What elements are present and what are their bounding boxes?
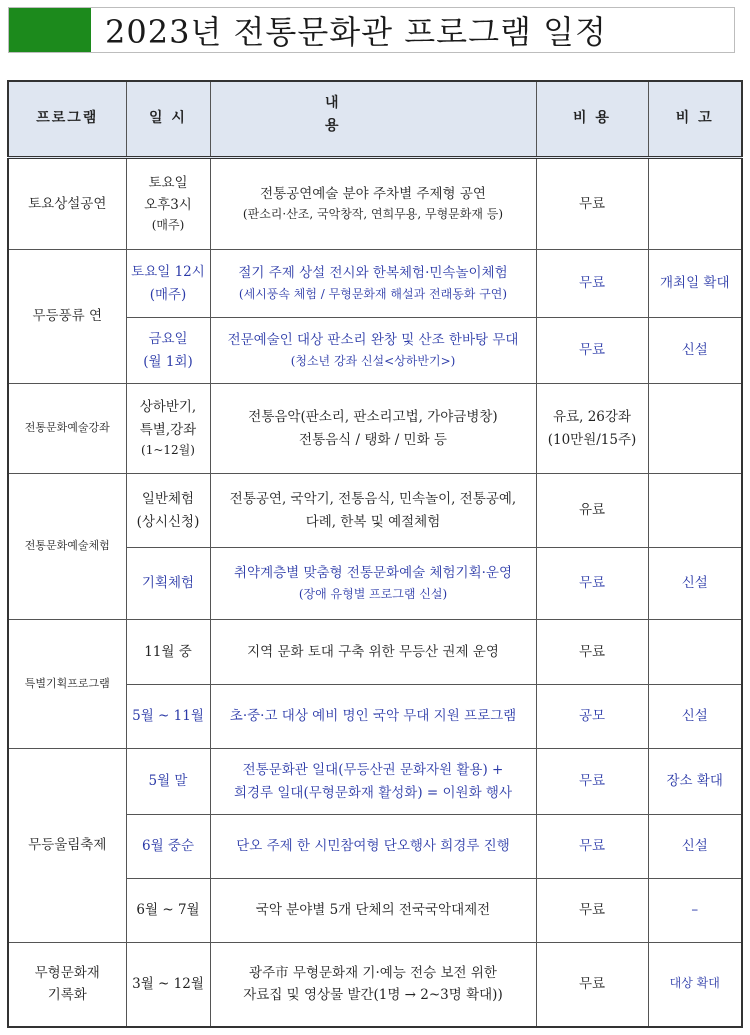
note-cell [648,620,742,685]
cost-cell: 무료 [536,548,648,620]
date-cell: 토요일 12시 (매주) [126,250,210,318]
header-note: 비 고 [648,81,742,158]
content-cell: 초·중·고 대상 예비 명인 국악 무대 지원 프로그램 [210,685,536,749]
date-cell: 토요일 오후3시 (매주) [126,158,210,250]
date-cell: 상하반기, 특별,강좌 (1~12월) [126,384,210,474]
header-content: 내 용 [210,81,536,158]
date-cell: 기획체험 [126,548,210,620]
cost-cell: 무료 [536,158,648,250]
content-cell: 지역 문화 토대 구축 위한 무등산 권제 운영 [210,620,536,685]
content-cell: 전통문화관 일대(무등산권 문화자원 활용) + 희경루 일대(무형문화재 활성화) = 이원화 행사 [210,749,536,815]
cost-cell: 무료 [536,318,648,384]
content-cell: 단오 주제 한 시민참여형 단오행사 희경루 진행 [210,815,536,879]
program-cell: 특별기획프로그램 [8,620,126,749]
cost-cell: 무료 [536,620,648,685]
content-cell: 절기 주제 상설 전시와 한복체험·민속놀이체험 (세시풍속 체험 / 무형문화재 해설과 전래동화 구연) [210,250,536,318]
date-cell: 6월 중순 [126,815,210,879]
table-row [8,620,742,685]
note-cell: 신설 [648,318,742,384]
table-row [8,250,742,318]
cost-cell: 무료 [536,815,648,879]
header-row [8,81,742,158]
content-cell: 전통공연예술 분야 주차별 주제형 공연 (판소리·산조, 국악창작, 연희무용, 무형문화재 등) [210,158,536,250]
note-cell [648,474,742,548]
date-cell: 6월 ~ 7월 [126,879,210,943]
content-cell: 전문예술인 대상 판소리 완창 및 산조 한바탕 무대 (청소년 강좌 신설<상하반기>) [210,318,536,384]
cost-cell: 무료 [536,943,648,1027]
program-cell: 무등울림축제 [8,749,126,943]
note-cell: – [648,879,742,943]
cost-cell: 무료 [536,879,648,943]
title-bar [8,7,735,53]
table-row [8,749,742,815]
note-cell: 장소 확대 [648,749,742,815]
cost-cell: 유료, 26강좌 (10만원/15주) [536,384,648,474]
program-cell: 무등풍류 연 [8,250,126,384]
note-cell: 신설 [648,815,742,879]
header-program: 프로그램 [8,81,126,158]
header-date: 일 시 [126,81,210,158]
program-cell: 토요상설공연 [8,158,126,250]
cost-cell: 유료 [536,474,648,548]
program-cell: 무형문화재 기록화 [8,943,126,1027]
date-cell: 일반체험 (상시신청) [126,474,210,548]
content-cell: 전통음악(판소리, 판소리고법, 가야금병창) 전통음식 / 탱화 / 민화 등 [210,384,536,474]
page-title: 2023년 전통문화관 프로그램 일정 [105,13,607,51]
content-cell: 전통공연, 국악기, 전통음식, 민속놀이, 전통공예, 다례, 한복 및 예절체험 [210,474,536,548]
date-cell: 5월 말 [126,749,210,815]
table-row [8,384,742,474]
content-cell: 취약계층별 맞춤형 전통문화예술 체험기획·운영 (장애 유형별 프로그램 신설) [210,548,536,620]
content-cell: 국악 분야별 5개 단체의 전국국악대제전 [210,879,536,943]
note-cell: 신설 [648,685,742,749]
title-accent-block [9,8,91,52]
note-cell: 대상 확대 [648,943,742,1027]
cost-cell: 무료 [536,250,648,318]
program-cell: 전통문화예술체험 [8,474,126,620]
header-cost: 비 용 [536,81,648,158]
table-row [8,474,742,548]
program-cell: 전통문화예술강좌 [8,384,126,474]
note-cell: 신설 [648,548,742,620]
cost-cell: 공모 [536,685,648,749]
date-cell: 3월 ~ 12월 [126,943,210,1027]
table-row [8,943,742,1027]
content-cell: 광주市 무형문화재 기·예능 전승 보전 위한 자료집 및 영상물 발간(1명 → 2~3명 확대)) [210,943,536,1027]
date-cell: 5월 ~ 11월 [126,685,210,749]
note-cell [648,158,742,250]
date-cell: 11월 중 [126,620,210,685]
cost-cell: 무료 [536,749,648,815]
date-cell: 금요일 (월 1회) [126,318,210,384]
table-row [8,158,742,250]
schedule-table [7,80,743,1028]
note-cell [648,384,742,474]
note-cell: 개최일 확대 [648,250,742,318]
